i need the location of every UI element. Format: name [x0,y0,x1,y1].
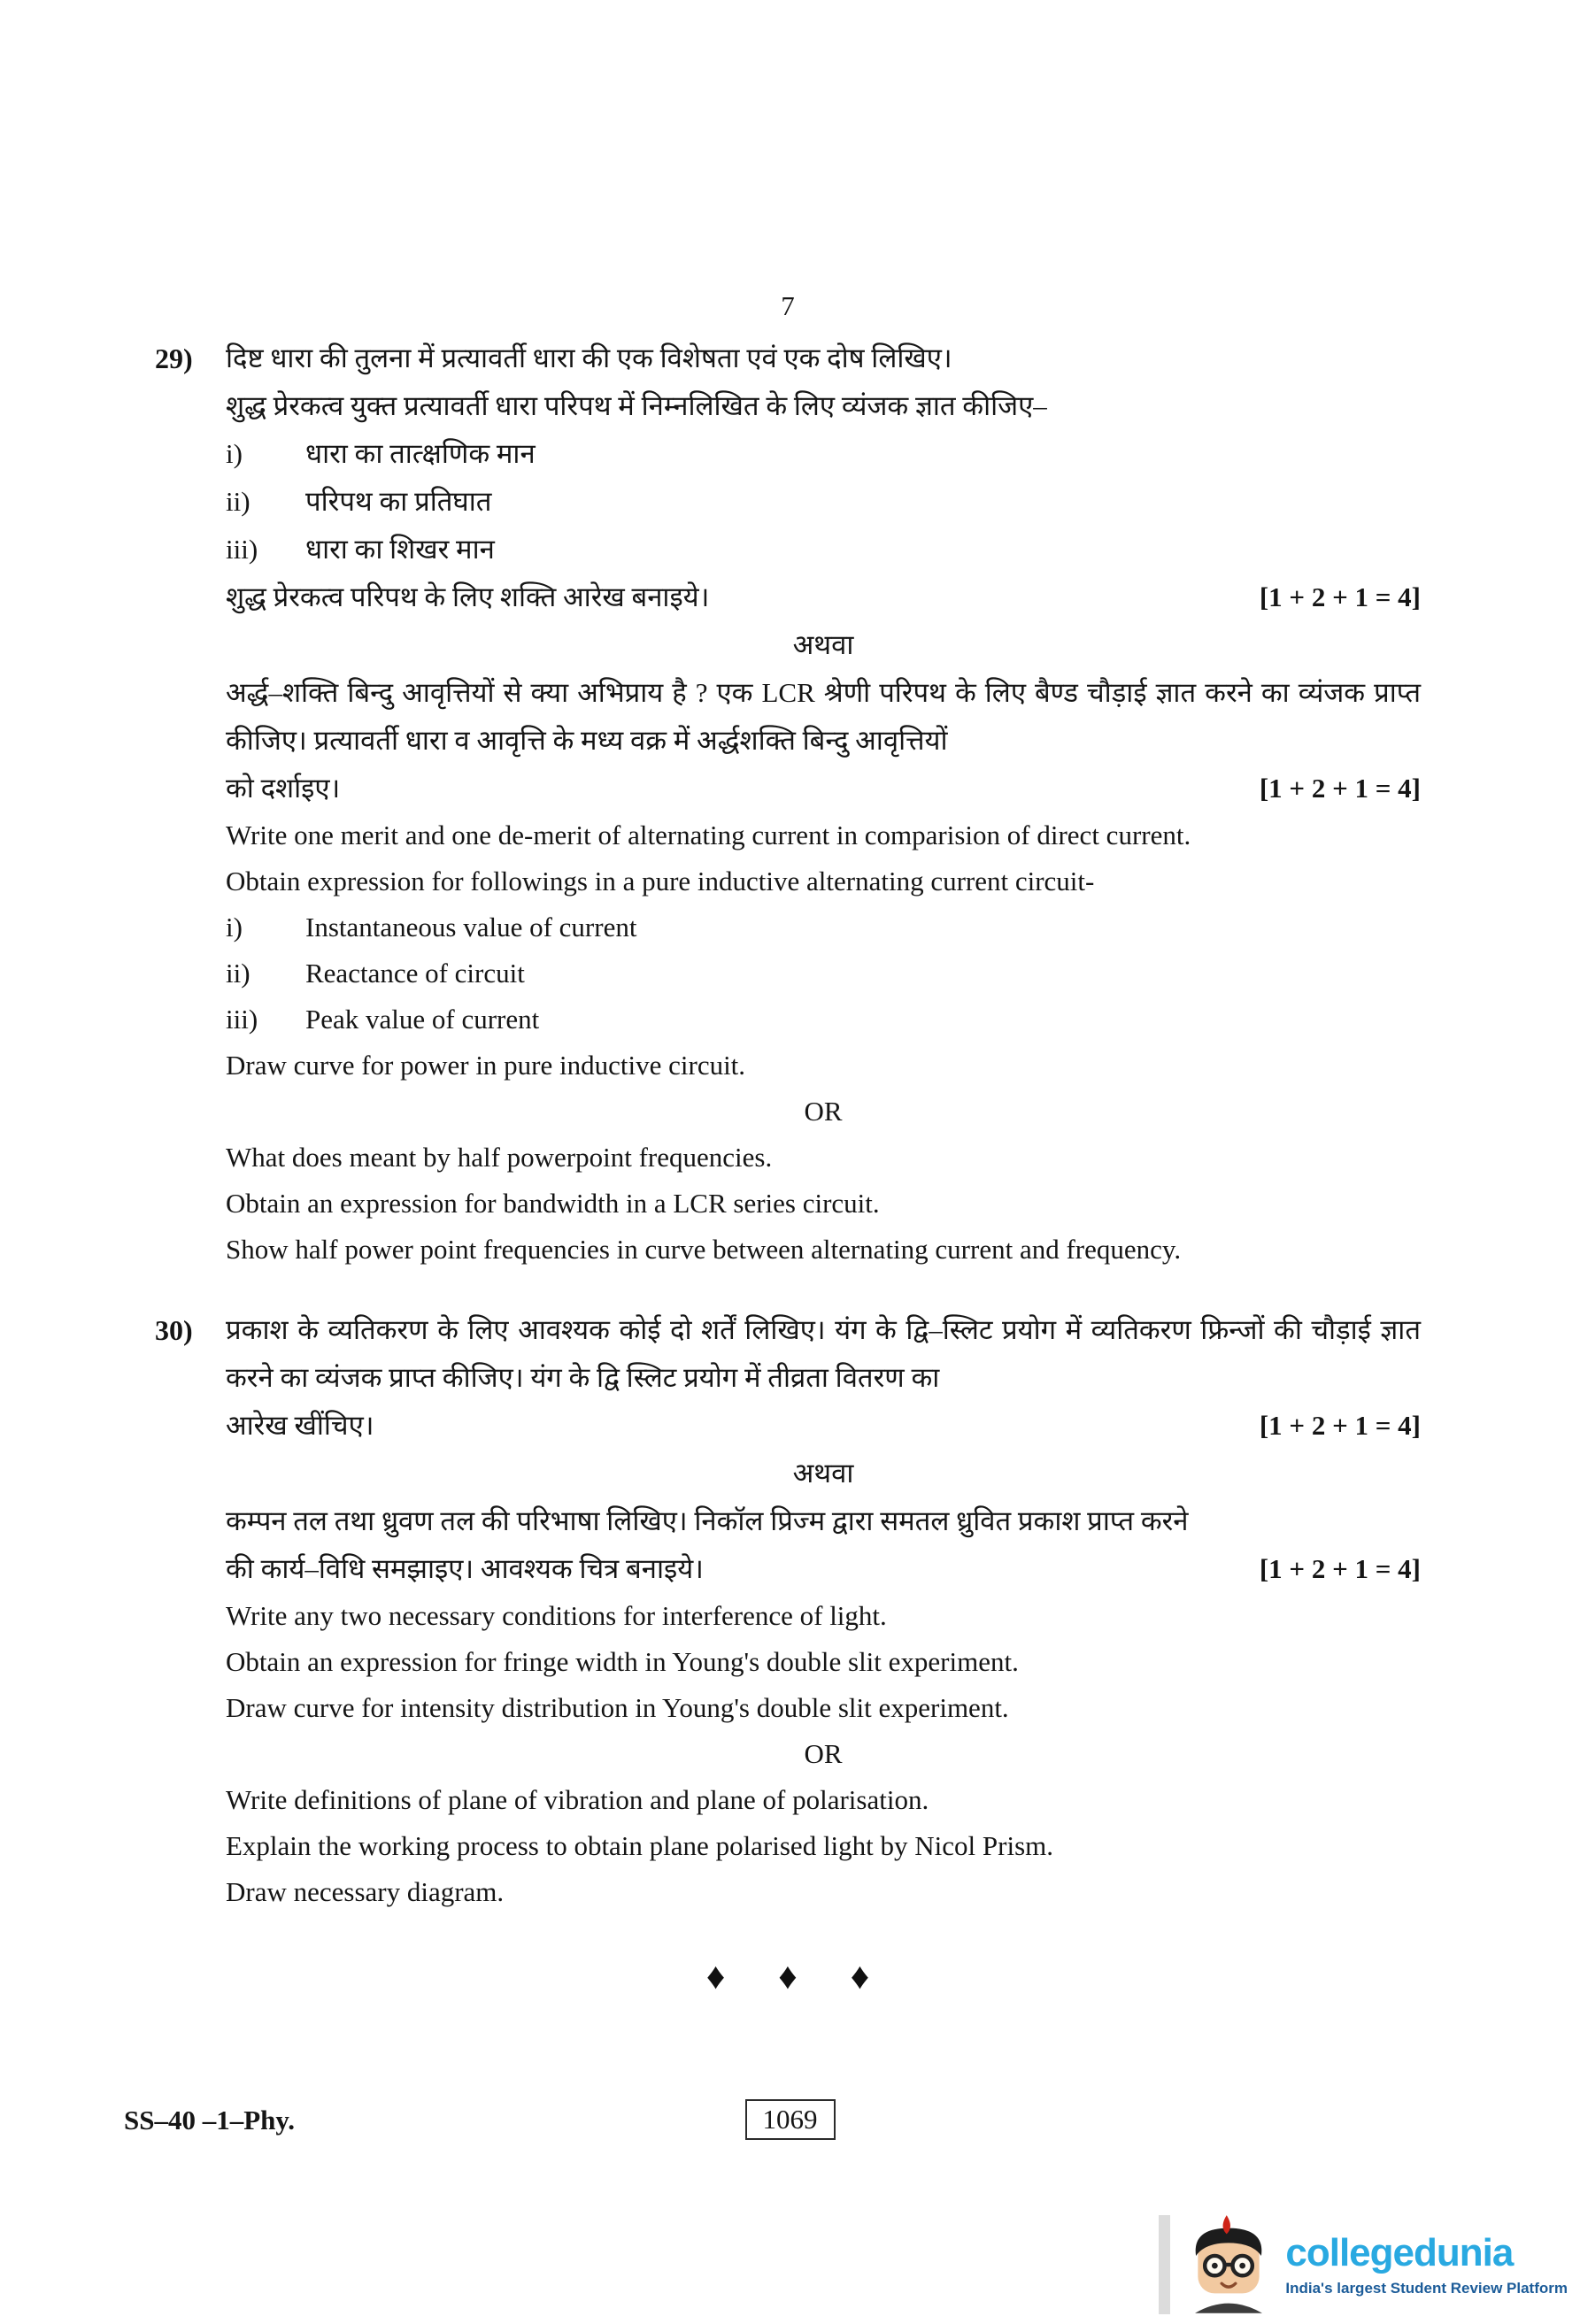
collegedunia-mascot-icon [1183,2214,1275,2315]
question-30-body [226,1306,1421,1915]
list-item-label: ii) [226,486,250,517]
q29-english-alt-2: Obtain an expression for bandwidth in a LCR series circuit. [226,1188,880,1219]
q29-english-intro: Write one merit and one de-merit of alternating current in comparision of direct current. [226,820,1191,850]
end-of-paper-diamonds [155,1956,1421,1998]
list-item-text: Instantaneous value of current [305,912,637,943]
question-30 [155,1306,1421,1915]
q29-hindi-line1: दिष्ट धारा की तुलना में प्रत्यावर्ती धारा की एक विशेषता एवं एक दोष लिखिए। [226,342,952,373]
diamond-icon: ♦ [705,1957,726,1997]
q29-hindi-power-text: शुद्ध प्रेरकत्व परिपथ के लिए शक्ति आरेख बनाइये। [226,581,710,612]
q29-english-item-3 [226,997,1421,1043]
q30-english-3: Draw curve for intensity distribution in Young's double slit experiment. [226,1692,1009,1723]
logo-divider [1159,2215,1170,2314]
q29-english-item-2 [226,950,1421,997]
brand-tagline: India's largest Student Review Platform [1285,2280,1568,2297]
marks-badge: [1 + 2 + 1 = 4] [1259,1410,1421,1441]
q29-english-draw: Draw curve for power in pure inductive circuit. [226,1050,746,1081]
list-item-text: Reactance of circuit [305,958,525,989]
q29-english-item-1 [226,904,1421,950]
q30-hindi-paragraph: प्रकाश के व्यतिकरण के लिए आवश्यक कोई दो शर्तें लिखिए। यंग के द्वि–स्लिट प्रयोग में व्यतिकरण फ्रिन्जों की चौड़ाई ज्ञात करने का व्यंजक प्राप्त कीजिए। यंग के द्वि स्लिट प्रयोग में तीव्रता वितरण का [226,1314,1421,1393]
q29-hindi-line2: शुद्ध प्रेरकत्व युक्त प्रत्यावर्ती धारा परिपथ में निम्नलिखित के लिए व्यंजक ज्ञात कीजिए– [226,390,1047,421]
q30-hindi-alt-tail: की कार्य–विधि समझाइए। आवश्यक चित्र बनाइये। [226,1553,704,1584]
q29-hindi-alt-paragraph: अर्द्ध–शक्ति बिन्दु आवृत्तियों से क्या अभिप्राय है ? एक LCR श्रेणी परिपथ के लिए बैण्ड चौड़ाई ज्ञात करने का व्यंजक प्राप्त कीजिए। प्रत्यावर्ती धारा व आवृत्ति के मध्य वक्र में अर्द्धशक्ति बिन्दु आवृत्तियों [226,677,1421,756]
brand-name: collegedunia [1285,2230,1514,2274]
list-item-text: Peak value of current [305,1004,540,1035]
page-number: 7 [781,290,795,321]
q30-english-alt-1: Write definitions of plane of vibration and plane of polarisation. [226,1784,929,1815]
q30-hindi-alt-tail-line [226,1545,1421,1593]
q30-english-2: Obtain an expression for fringe width in Young's double slit experiment. [226,1646,1019,1677]
list-item-label: i) [226,912,243,943]
page-footer [124,2099,1456,2152]
diamond-icon: ♦ [778,1957,798,1997]
q30-hindi-tail: आरेख खींचिए। [226,1410,374,1441]
list-item-text: परिपथ का प्रतिघात [305,486,492,517]
q29-english-alt-3: Show half power point frequencies in curve between alternating current and frequency. [226,1234,1182,1265]
marks-badge: [1 + 2 + 1 = 4] [1259,773,1421,804]
question-29 [155,335,1421,1273]
list-item-label: iii) [226,1004,258,1035]
q29-hindi-item-3 [226,526,1421,573]
q30-english-1: Write any two necessary conditions for interference of light. [226,1600,887,1631]
q29-hindi-item-2 [226,478,1421,526]
q29-or-hindi: अथवा [792,629,854,660]
q29-english-obtain: Obtain expression for followings in a pure inductive alternating current circuit- [226,866,1095,897]
marks-badge: [1 + 2 + 1 = 4] [1259,581,1421,612]
q30-english-alt-2: Explain the working process to obtain plane polarised light by Nicol Prism. [226,1830,1054,1861]
q29-hindi-alt-tail-line [226,765,1421,812]
paper-code: SS–40 –1–Phy. [124,2105,295,2135]
q29-hindi-item-1 [226,430,1421,478]
q29-hindi-alt-tail: को दर्शाइए। [226,773,341,804]
question-30-number: 30) [155,1314,193,1346]
diamond-icon: ♦ [850,1957,870,1997]
question-29-body [226,335,1421,1273]
q30-english-alt-3: Draw necessary diagram. [226,1876,505,1907]
page-content [155,290,1421,1998]
q30-hindi-tail-line [226,1402,1421,1450]
collegedunia-wordmark [1285,2232,1568,2297]
q30-or-english: OR [804,1738,843,1769]
question-29-number: 29) [155,342,193,374]
q30-or-hindi: अथवा [792,1458,854,1489]
q30-hindi-alt-paragraph: कम्पन तल तथा ध्रुवण तल की परिभाषा लिखिए। निकॉल प्रिज्म द्वारा समतल ध्रुवित प्रकाश प्राप्त करने [226,1505,1189,1536]
marks-badge: [1 + 2 + 1 = 4] [1259,1553,1421,1584]
list-item-text: धारा का शिखर मान [305,534,495,565]
list-item-label: i) [226,438,243,469]
paper-serial-box: 1069 [745,2099,836,2140]
list-item-label: ii) [226,958,250,989]
q29-english-alt-1: What does meant by half powerpoint frequencies. [226,1142,773,1173]
list-item-text: धारा का तात्क्षणिक मान [305,438,536,469]
collegedunia-watermark [1159,2214,1568,2315]
q29-hindi-power-line [226,573,1421,621]
q29-or-english: OR [804,1096,843,1127]
list-item-label: iii) [226,534,258,565]
